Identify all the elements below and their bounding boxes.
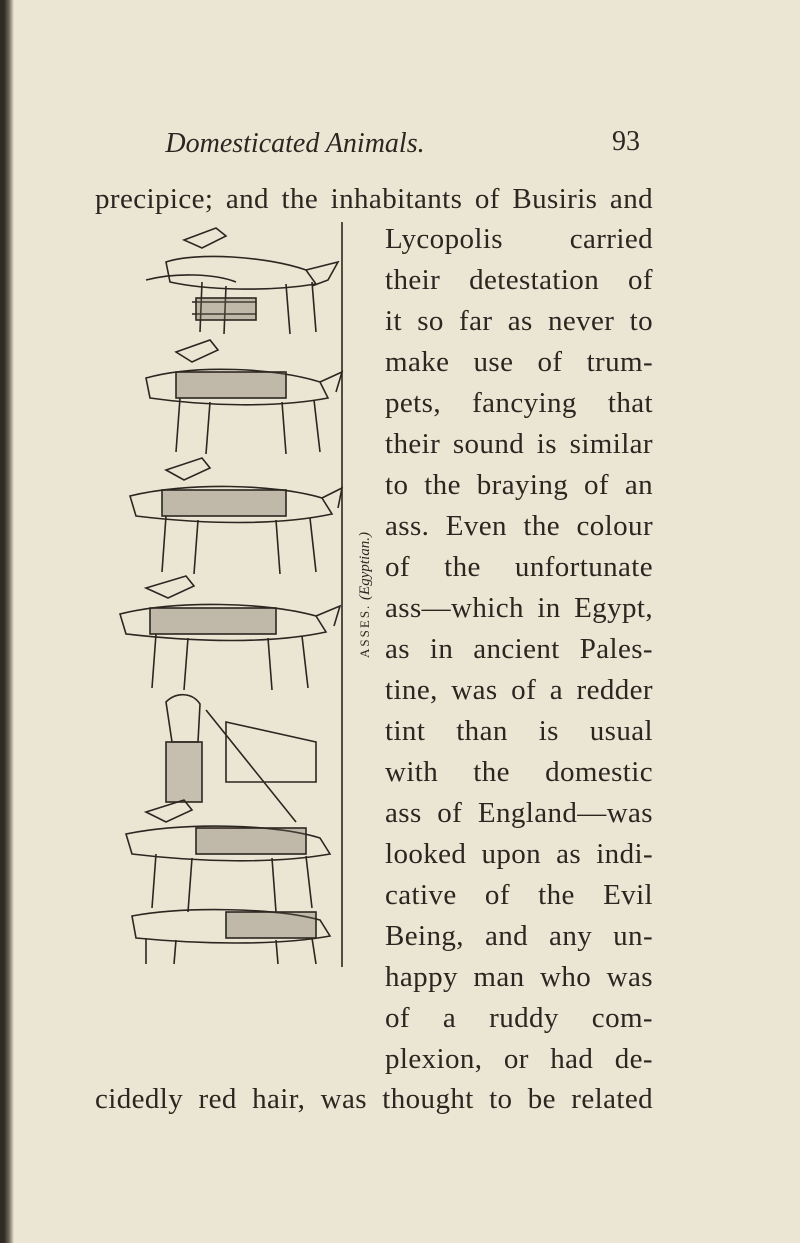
text-line-last: cidedly red hair, was thought to be related (95, 1083, 653, 1115)
running-header-title: Domesticated Animals. (165, 128, 425, 159)
text-line-side: of a ruddy com- (385, 1002, 653, 1034)
text-line-side: cative of the Evil (385, 879, 653, 911)
book-spine-edge (0, 0, 14, 1243)
text-line-side: ass of England—was (385, 797, 653, 829)
text-line-side: of the unfortunate (385, 551, 653, 583)
text-line-side: make use of trum- (385, 346, 653, 378)
figure-caption-title: ASSES. (357, 603, 372, 658)
text-line-side: tint than is usual (385, 715, 653, 747)
text-line-side: their sound is similar (385, 428, 653, 460)
text-line-side: looked upon as indi- (385, 838, 653, 870)
text-line-side: tine, was of a redder (385, 674, 653, 706)
text-line-first: precipice; and the inhabitants of Busiris and (95, 183, 653, 215)
text-line-side: ass—which in Egypt, (385, 592, 653, 624)
page-number: 93 (612, 126, 640, 157)
text-line-side: their detestation of (385, 264, 653, 296)
text-line-side: Being, and any un- (385, 920, 653, 952)
egyptian-asses-illustration (106, 222, 346, 967)
text-line-side: Lycopolis carried (385, 223, 653, 255)
text-line-side: it so far as never to (385, 305, 653, 337)
text-line-side: to the braying of an (385, 469, 653, 501)
text-line-side: pets, fancying that (385, 387, 653, 419)
figure-caption-subtitle: (Egyptian.) (357, 532, 373, 600)
text-line-side: as in ancient Pales- (385, 633, 653, 665)
text-line-side: happy man who was (385, 961, 653, 993)
text-line-side: plexion, or had de- (385, 1043, 653, 1075)
text-line-side: ass. Even the colour (385, 510, 653, 542)
text-line-side: with the domestic (385, 756, 653, 788)
